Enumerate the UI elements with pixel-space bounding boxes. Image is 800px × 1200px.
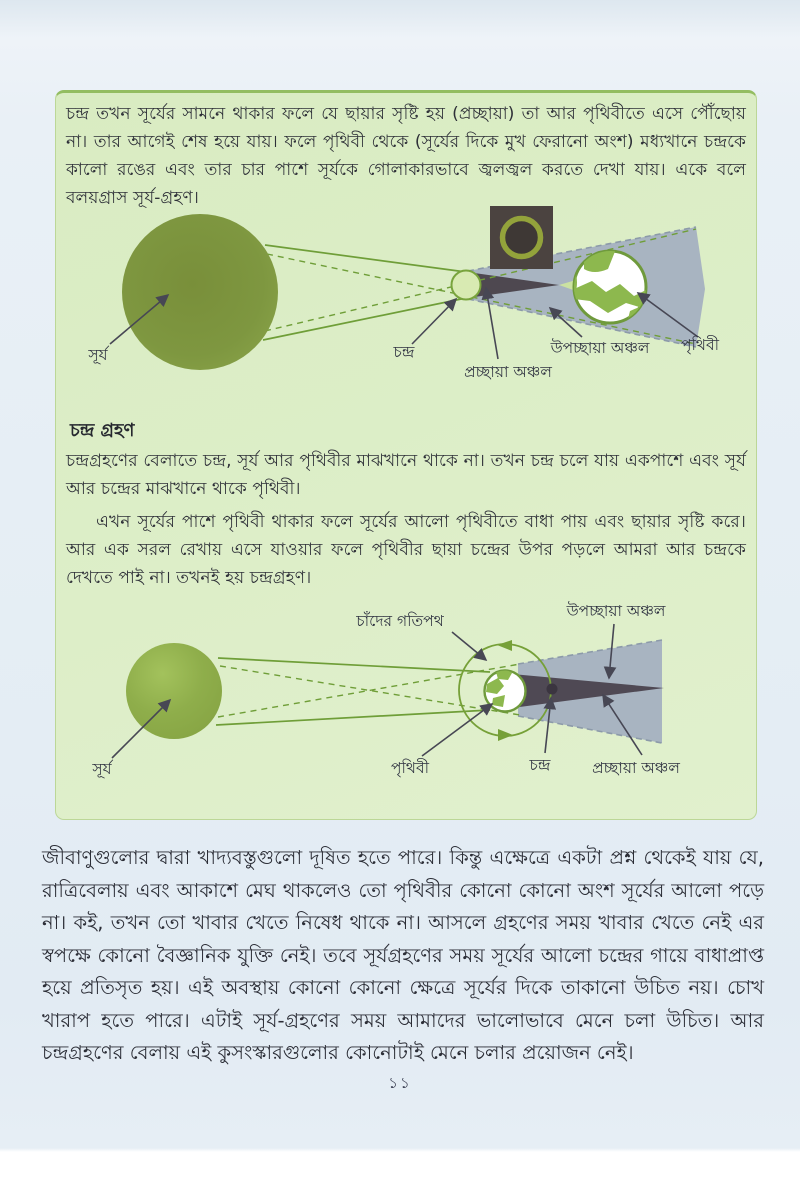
sun-ray-bottom: [216, 710, 490, 725]
sun-label: সূর্য: [88, 346, 108, 364]
moon-circle: [452, 271, 481, 300]
umbra-label: প্রচ্ছায়া অঞ্চল: [464, 363, 552, 381]
moon-label-arrow: [412, 299, 456, 344]
lunar-eclipse-heading: চন্দ্র গ্রহণ: [70, 420, 135, 441]
page-number: ১১: [388, 1074, 412, 1092]
sun-ray-top: [265, 245, 466, 272]
moon-label: চন্দ্র: [393, 343, 415, 361]
moon-path-label-arrow: [452, 632, 486, 660]
annular-eclipse-inset: [490, 206, 553, 269]
penumbra-label: উপচ্ছায়া অঞ্চল: [550, 339, 650, 357]
sun-label: সূর্য: [92, 760, 112, 778]
lunar-eclipse-paragraph-2: এখন সূর্যের পাশে পৃথিবী থাকার ফলে সূর্যের আলো পৃথিবীতে বাধা পায় এবং ছায়ার সৃষ্টি করে। আর এক সরল রেখায় এসে যাওয়ার ফলে পৃথিবীর ছায়া চন্দ্রের উপর পড়লে আমরা আর চন্দ্রকে দেখতে পাই না। তখনই হয় চন্দ্রগ্রহণ।: [66, 512, 746, 588]
lunar-eclipse-paragraph-1: চন্দ্রগ্রহণের বেলাতে চন্দ্র, সূর্য আর পৃথিবীর মাঝখানে থাকে না। তখন চন্দ্র চলে যায় একপাশে এবং সূর্য আর চন্দ্রের মাঝখানে থাকে পৃথিবী।: [66, 451, 746, 499]
sun-circle: [126, 643, 222, 739]
superstition-body-paragraph: জীবাণুগুলোর দ্বারা খাদ্যবস্তুগুলো দূষিত হতে পারে। কিন্তু এক্ষেত্রে একটা প্রশ্ন থেকেই যায় যে, রাত্রিবেলায় এবং আকাশে মেঘ থাকলেও তো পৃথিবীর কোনো কোনো অংশ সূর্যের আলো পড়ে না। কই, তখন তো খাবার খেতে নিষেধ থাকে না। আসলে গ্রহণের সময় খাবার খেতে নেই এর স্বপক্ষে কোনো বৈজ্ঞানিক যুক্তি নেই। তবে সূর্যগ্রহণের সময় সূর্যের আলো চন্দ্রের গায়ে বাধাপ্রাপ্ত হয়ে প্রতিসৃত হয়। এই অবস্থায় কোনো কোনো ক্ষেত্রে সূর্যের দিকে তাকানো উচিত নয়। চোখ খারাপ হতে পারে। এটাই সূর্য-গ্রহণের সময় আমাদের ভালোভাবে মেনে চলা উচিত। আর চন্দ্রগ্রহণের বেলায় এই কুসংস্কারগুলোর কোনোটাই মেনে চলার প্রয়োজন নেই।: [42, 846, 764, 1064]
earth-label: পৃথিবী: [390, 759, 430, 777]
lunar-eclipse-diagram: [60, 598, 720, 813]
solar-eclipse-intro-paragraph: চন্দ্র তখন সূর্যের সামনে থাকার ফলে যে ছায়ার সৃষ্টি হয় (প্রচ্ছায়া) তা আর পৃথিবীতে এসে পৌঁছোয় না। তার আগেই শেষ হয়ে যায়। ফলে পৃথিবী থেকে (সূর্যের দিকে মুখ ফেরানো অংশ) মধ্যখানে চন্দ্রকে কালো রঙের এবং তার চার পাশে সূর্যকে গোলাকারভাবে জ্বলজ্বল করতে দেখা যায়। একে বলে বলয়গ্রাস সূর্য-গ্রহণ।: [66, 104, 747, 208]
sun-ray-top: [218, 658, 490, 672]
moon-circle: [547, 684, 558, 695]
umbra-label: প্রচ্ছায়া অঞ্চল: [592, 759, 680, 777]
earth-label: পৃথিবী: [680, 336, 720, 354]
solar-eclipse-diagram: [60, 197, 720, 412]
sun-circle: [122, 214, 278, 370]
moon-label: চন্দ্র: [529, 756, 551, 774]
moon-path-label: চাঁদের গতিপথ: [356, 612, 444, 630]
penumbra-label: উপচ্ছায়া অঞ্চল: [566, 602, 666, 620]
